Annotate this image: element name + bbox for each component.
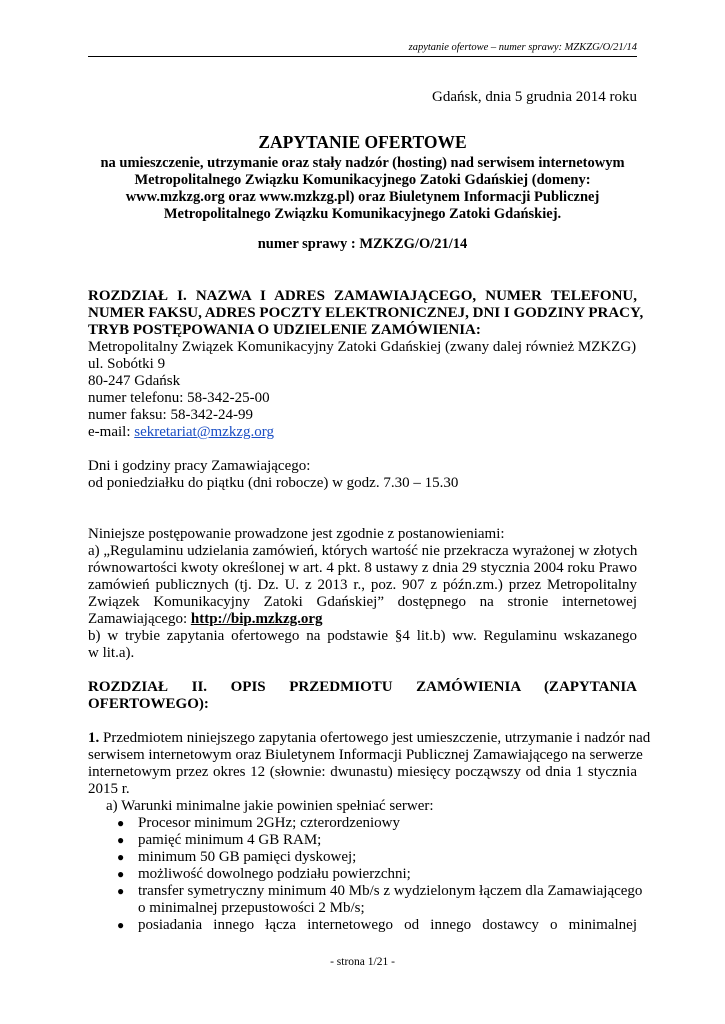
document-date: Gdańsk, dnia 5 grudnia 2014 roku bbox=[432, 89, 637, 105]
list-item bbox=[117, 849, 637, 866]
bullet-icon: ● bbox=[117, 918, 125, 932]
bullet-icon: ● bbox=[117, 867, 125, 881]
basis-a-line: a) „Regulaminu udzielania zamówień, których wartość nie przekracza wyrażonej w złotych bbox=[88, 543, 638, 559]
case-number: numer sprawy : MZKZG/O/21/14 bbox=[257, 236, 468, 252]
fax-number: numer faksu: 58-342-24-99 bbox=[88, 407, 253, 423]
basis-a-last-line bbox=[88, 611, 323, 628]
email-label: e-mail: bbox=[88, 424, 135, 440]
list-item-text-continued: o minimalnej przepustowości 2 Mb/s; bbox=[138, 900, 365, 916]
list-item bbox=[117, 883, 643, 917]
basis-b-line: b) w trybie zapytania ofertowego na podstawie §4 lit.b) ww. Regulaminu wskazanego bbox=[88, 628, 637, 644]
page-number-footer: - strona 1/21 - bbox=[330, 956, 395, 968]
section2-heading-line: OFERTOWEGO): bbox=[88, 696, 209, 712]
list-item bbox=[117, 832, 637, 849]
list-item-text: minimum 50 GB pamięci dyskowej; bbox=[138, 849, 357, 865]
list-item-text: transfer symetryczny minimum 40 Mb/s z wydzielonym łączem dla Zamawiającego bbox=[138, 883, 643, 899]
server-requirements-label: a) Warunki minimalne jakie powinien spełniać serwer: bbox=[106, 798, 434, 814]
bullet-icon: ● bbox=[117, 833, 125, 847]
list-item-text: Procesor minimum 2GHz; czterordzeniowy bbox=[138, 815, 401, 831]
basis-a-prefix: Zamawiającego: bbox=[88, 611, 191, 627]
list-item-text: pamięć minimum 4 GB RAM; bbox=[138, 832, 322, 848]
working-hours-label: Dni i godziny pracy Zamawiającego: bbox=[88, 458, 311, 474]
item-1-line: serwisem internetowym oraz Biuletynem Informacji Publicznej Zamawiającego na serwerze bbox=[88, 747, 643, 763]
list-item-text: posiadania innego łącza internetowego od innego dostawcy o minimalnej bbox=[138, 917, 637, 933]
subtitle-line: na umieszczenie, utrzymanie oraz stały nadzór (hosting) nad serwisem internetowym bbox=[100, 155, 625, 171]
list-item bbox=[117, 815, 637, 832]
basis-intro: Niniejsze postępowanie prowadzone jest zgodnie z postanowieniami: bbox=[88, 526, 505, 542]
document-title: ZAPYTANIE OFERTOWE bbox=[258, 132, 467, 152]
item-1-line: internetowym przez okres 12 (słownie: dwunastu) miesięcy począwszy od dnia 1 stycznia bbox=[88, 764, 637, 780]
section1-heading-line: NUMER FAKSU, ADRES POCZTY ELEKTRONICZNEJ, DNI I GODZINY PRACY, bbox=[88, 305, 644, 321]
email-line bbox=[88, 424, 274, 441]
bullet-icon: ● bbox=[117, 884, 125, 898]
list-item bbox=[117, 917, 637, 934]
list-item-text: możliwość dowolnego podziału powierzchni; bbox=[138, 866, 411, 882]
header-divider bbox=[88, 56, 637, 57]
item-1-number: 1. bbox=[88, 730, 100, 746]
bullet-icon: ● bbox=[117, 816, 125, 830]
item-1-text: Przedmiotem niniejszego zapytania ofertowego jest umieszczenie, utrzymanie i nadzór nad bbox=[99, 730, 651, 746]
bullet-icon: ● bbox=[117, 850, 125, 864]
subtitle-line: www.mzkzg.org oraz www.mzkzg.pl) oraz Biuletynem Informacji Publicznej bbox=[125, 189, 600, 205]
phone-number: numer telefonu: 58-342-25-00 bbox=[88, 390, 270, 406]
item-1-line: 2015 r. bbox=[88, 781, 130, 797]
list-item bbox=[117, 866, 637, 883]
email-link[interactable]: sekretariat@mzkzg.org bbox=[134, 424, 274, 440]
basis-a-line: Związek Komunikacyjny Zatoki Gdańskiej” dostępnego na stronie internetowej bbox=[88, 594, 637, 610]
working-hours: od poniedziałku do piątku (dni robocze) w godz. 7.30 – 15.30 bbox=[88, 475, 459, 491]
address-street: ul. Sobótki 9 bbox=[88, 356, 166, 372]
contracting-authority-name: Metropolitalny Związek Komunikacyjny Zatoki Gdańskiej (zwany dalej również MZKZG) bbox=[88, 339, 637, 355]
subtitle-line: Metropolitalnego Związku Komunikacyjnego Zatoki Gdańskiej. bbox=[163, 206, 562, 222]
section1-heading-line: ROZDZIAŁ I. NAZWA I ADRES ZAMAWIAJĄCEGO, NUMER TELEFONU, bbox=[88, 288, 637, 304]
section1-heading-line: TRYB POSTĘPOWANIA O UDZIELENIE ZAMÓWIENIA: bbox=[88, 322, 481, 338]
address-city: 80-247 Gdańsk bbox=[88, 373, 181, 389]
subtitle-line: Metropolitalnego Związku Komunikacyjnego Zatoki Gdańskiej (domeny: bbox=[134, 172, 591, 188]
basis-a-line: zamówień publicznych (tj. Dz. U. z 2013 r., poz. 907 z późn.zm.) przez Metropolitalny bbox=[88, 577, 637, 593]
basis-a-line: równowartości kwoty określonej w art. 4 pkt. 8 ustawy z dnia 29 stycznia 2004 roku Prawo bbox=[88, 560, 637, 576]
item-1-line bbox=[88, 730, 651, 747]
section2-heading-line: ROZDZIAŁ II. OPIS PRZEDMIOTU ZAMÓWIENIA (ZAPYTANIA bbox=[88, 679, 637, 695]
running-header: zapytanie ofertowe – numer sprawy: MZKZG/O/21/14 bbox=[408, 42, 637, 53]
basis-b-line: w lit.a). bbox=[88, 645, 135, 661]
bip-link[interactable]: http://bip.mzkzg.org bbox=[190, 611, 323, 627]
